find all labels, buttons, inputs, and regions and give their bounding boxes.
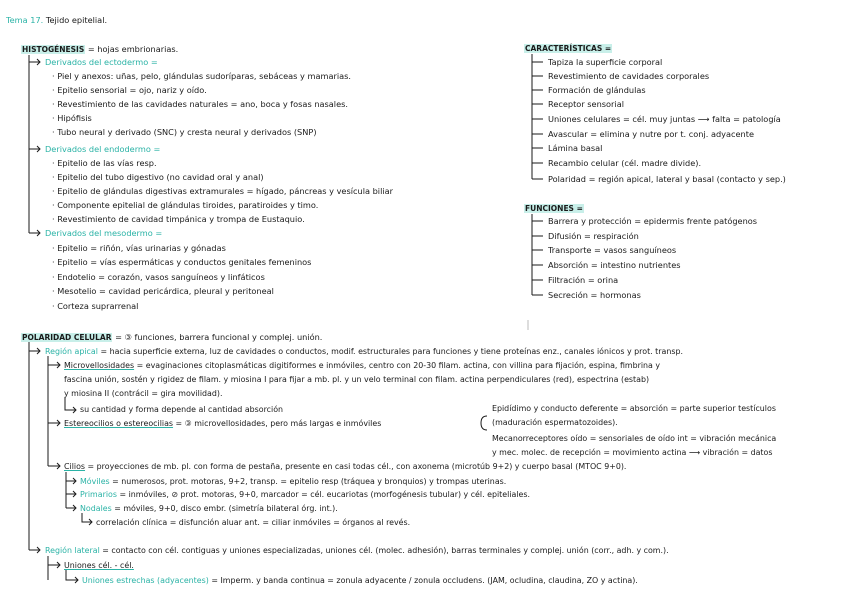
caracteristica-item: Tapiza la superficie corporal [548, 57, 663, 67]
endoderm-item: · Epitelio de las vías resp. [52, 158, 157, 168]
polaridad-rest: = ③ funciones, barrera funcional y complej. unión. [115, 332, 323, 342]
micro-rest: = evaginaciones citoplasmáticas digitiformes e inmóviles, centro con 20-30 filam. actina, con villina para fijación, espina, fimbrina y [136, 361, 661, 370]
micro-line-4: su cantidad y forma depende al cantidad absorción [80, 405, 284, 414]
endoderm-item: · Componente epitelial de glándulas tiroides, paratiroides y timo. [52, 200, 319, 210]
polaridad-label: POLARIDAD CELULAR [22, 333, 112, 342]
estereo-branch-1: Epidídimo y conducto deferente = absorción = parte superior testículos [492, 404, 776, 413]
nodales-rest: = móviles, 9+0, disco embr. (simetría bilateral órg. int.). [114, 504, 338, 513]
caracteristica-item: Formación de glándulas [548, 85, 646, 95]
mesoderm-item: · Epitelio = riñón, vías urinarias y gónadas [52, 243, 226, 253]
estereo-rest: = ③ microvellosidades, pero más largas e inmóviles [175, 419, 382, 428]
mesoderm-item: · Corteza suprarrenal [52, 301, 139, 311]
estereo-branch-3: Mecanorreceptores oído = sensoriales de oído int = vibración mecánica [492, 434, 777, 443]
caracteristica-item: Revestimiento de cavidades corporales [548, 71, 710, 81]
ectoderm-item: · Tubo neural y derivado (SNC) y cresta neural y derivados (SNP) [52, 127, 317, 137]
micro-line-2: fascina unión, sostén y rigidez de filam. y miosina I para fijar a mb. pl. y un velo terminal con filam. actina perpendiculares (red), espectrina (estab) [64, 375, 650, 384]
polaridad-heading [21, 332, 322, 343]
ocluyentes-line [82, 575, 638, 586]
mesoderm-item: · Epitelio = vías espermáticas y conductos genitales femeninos [52, 257, 312, 267]
ectoderm-item: · Piel y anexos: uñas, pelo, glándulas sudoríparas, sebáceas y mamarias. [52, 71, 352, 81]
lateral-label: Región lateral [45, 546, 100, 555]
nodales-line [80, 503, 338, 514]
estereo-branch-4: y mec. molec. de recepción = movimiento actina ⟶ vibración = datos [492, 448, 773, 457]
mesoderm-label: Derivados del mesodermo = [45, 228, 163, 238]
caracteristica-item: Receptor sensorial [548, 99, 624, 109]
ocluyentes-label: Uniones estrechas (adyacentes) [82, 576, 209, 585]
ectoderm-item: · Revestimiento de las cavidades naturales = ano, boca y fosas nasales. [52, 99, 348, 109]
endoderm-item: · Epitelio del tubo digestivo (no cavidad oral y anal) [52, 172, 264, 182]
ectoderm-label: Derivados del ectodermo = [45, 57, 158, 67]
cilios-rest: = proyecciones de mb. pl. con forma de pestaña, presente en casi todas cél., con axonema (microtúb 9+2) y cuerpo basal (MTOC 9+0). [87, 462, 627, 471]
ocluyentes-rest: = Imperm. y banda continua = zonula adyacente / zonula occludens. (JAM, ocludina, claudina, ZO y actina). [211, 576, 638, 585]
funciones-heading [524, 203, 584, 214]
apical-rest: = hacia superficie externa, luz de cavidades o conductos, modif. estructurales para funciones y tiene proteínas enz., canales iónicos y prot. transp. [100, 347, 683, 356]
uniones-label: Uniones cél. - cél. [64, 561, 134, 570]
primarios-label: Primarios [80, 490, 117, 499]
micro-line [64, 360, 660, 371]
funcion-item: Filtración = orina [548, 275, 619, 285]
primarios-rest: = inmóviles, ⊘ prot. motoras, 9+0, marcador = cél. eucariotas (morfogénesis tubular) y cél. epiteliales. [119, 490, 531, 499]
uniones-line [64, 560, 134, 571]
funcion-item: Barrera y protección = epidermis frente patógenos [548, 216, 758, 226]
caracteristica-item: Uniones celulares = cél. muy juntas ⟶ falta = patología [548, 114, 781, 124]
lateral-rest: = contacto con cél. contiguas y uniones especializadas, uniones cél. (molec. adhesión), barras terminales y complej. unión (corr., adh. y com.). [102, 546, 669, 555]
lateral-line [45, 545, 669, 556]
cilios-line [64, 461, 626, 472]
ectoderm-item: · Epitelio sensorial = ojo, nariz y oído. [52, 85, 207, 95]
caracteristica-item: Recambio celular (cél. madre divide). [548, 158, 702, 168]
caracteristica-item: Lámina basal [548, 143, 603, 153]
histogenesis-label: HISTOGÉNESIS [22, 45, 85, 54]
endoderm-label: Derivados del endodermo = [45, 144, 161, 154]
caracteristicas-heading [524, 43, 612, 54]
primarios-line [80, 489, 530, 500]
mesoderm-item: · Endotelio = corazón, vasos sanguíneos y linfáticos [52, 272, 265, 282]
funcion-item: Transporte = vasos sanguíneos [548, 245, 677, 255]
moviles-rest: = numerosos, prot. motoras, 9+2, transp. = epitelio resp (tráquea y bronquios) y trompas uterinas. [112, 477, 507, 486]
caracteristica-item: Avascular = elimina y nutre por t. conj. adyacente [548, 129, 754, 139]
estereo-line [64, 418, 381, 429]
funcion-item: Difusión = respiración [548, 231, 639, 241]
micro-label: Microvellosidades [64, 361, 135, 370]
apical-label: Región apical [45, 347, 98, 356]
title-number: Tema 17. [6, 15, 44, 25]
moviles-label: Móviles [80, 477, 110, 486]
title-text: Tejido epitelial. [45, 15, 108, 25]
caracteristicas-label: CARACTERÍSTICAS = [525, 44, 612, 53]
ectoderm-item: · Hipófisis [52, 113, 92, 123]
endoderm-item: · Revestimiento de cavidad timpánica y trompa de Eustaquio. [52, 214, 305, 224]
histogenesis-rest: = hojas embrionarias. [87, 44, 179, 54]
histogenesis-heading [21, 44, 178, 55]
nodales-line-2: correlación clínica = disfunción aluar ant. = ciliar inmóviles = órganos al revés. [96, 518, 411, 527]
estereo-branch-2: (maduración espermatozoides). [492, 418, 618, 427]
apical-line [45, 346, 683, 357]
nodales-label: Nodales [80, 504, 112, 513]
funciones-label: FUNCIONES = [525, 204, 583, 213]
estereo-label: Estereocilios o estereocilias [64, 419, 174, 428]
mesoderm-item: · Mesotelio = cavidad pericárdica, pleural y peritoneal [52, 286, 274, 296]
funcion-item: Absorción = intestino nutrientes [548, 260, 681, 270]
funcion-item: Secreción = hormonas [548, 290, 641, 300]
endoderm-item: · Epitelio de glándulas digestivas extramurales = hígado, páncreas y vesícula biliar [52, 186, 393, 196]
micro-line-3: y miosina II (contrácil = gira movilidad). [64, 389, 223, 398]
moviles-line [80, 476, 506, 487]
caracteristica-item: Polaridad = región apical, lateral y basal (contacto y sep.) [548, 174, 786, 184]
page-title [6, 15, 107, 26]
cilios-label: Cilios [64, 462, 86, 471]
